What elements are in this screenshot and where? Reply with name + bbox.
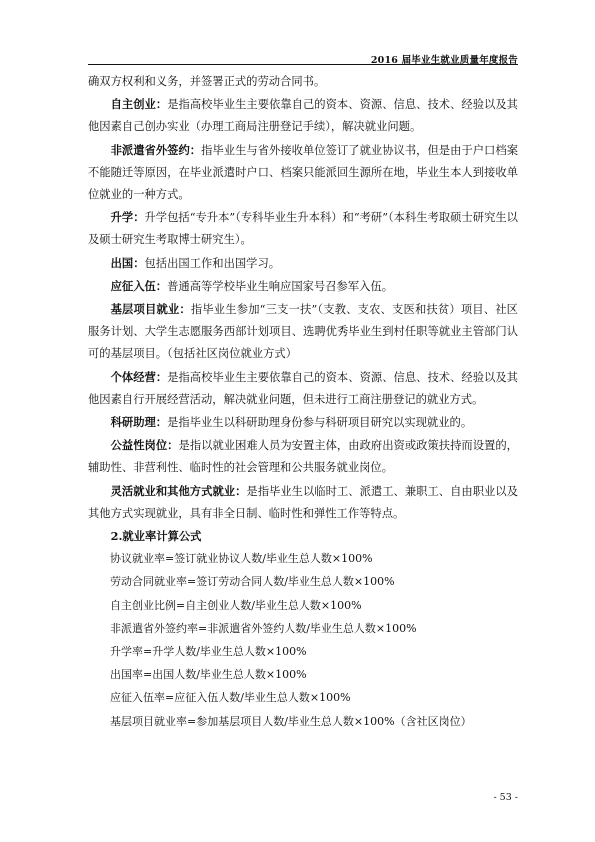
term-label: 升学：: [110, 210, 145, 225]
term-label: 出国：: [110, 255, 145, 270]
section-heading: 2.就业率计算公式: [110, 529, 202, 544]
definition-text: 指毕业生与省外接收单位签订了就业协议书，但是由于户口档案不能随迁等原因，在毕业派遣时户口、档案只能派回生源所在地，毕业生本人到接收单位就业的一种方式。: [88, 143, 518, 202]
definition-text: 包括出国工作和出国学习。: [144, 256, 281, 270]
term-label: 公益性岗位：: [110, 438, 179, 453]
formula-line: 非派遣省外签约率=非派遣省外签约人数/毕业生总人数×100%: [110, 621, 417, 635]
definition-text: 指毕业生参加“三支一扶”（支教、支农、支医和扶贫）项目、社区服务计划、大学生志愿服务西部计划项目、选聘优秀毕业生到村任职等就业主管部门认可的基层项目。（包括社区岗位就业方式）: [88, 303, 518, 361]
definition-text: 普通高等学校毕业生响应国家号召参军入伍。: [167, 279, 394, 293]
term-label: 科研助理：: [110, 415, 168, 430]
definition-further-study: [88, 206, 518, 251]
page-body: [88, 71, 518, 733]
term-label: 基层项目就业：: [110, 302, 191, 317]
paragraph-text: 确双方权利和义务，并签署正式的劳动合同书。: [88, 75, 326, 88]
definition-text: 是指以就业困难人员为安置主体，由政府出资或政策扶持而设置的，辅助性、非营利性、临时性的社会管理和公共服务就业岗位。: [88, 439, 518, 475]
formula-line: 应征入伍率=应征入伍人数/毕业生总人数×100%: [110, 691, 351, 705]
definition-going-abroad: [88, 252, 518, 275]
definition-self-employment: [88, 93, 518, 138]
term-label: 非派遣省外签约：: [110, 142, 202, 157]
definition-text: 是指高校毕业生主要依靠自己的资本、资源、信息、技术、经验以及其他因素自己创办实业（办理工商局注册登记手续），解决就业问题。: [88, 98, 518, 134]
formula-line: 基层项目就业率=参加基层项目人数/毕业生总人数×100%（含社区岗位）: [110, 714, 472, 728]
definition-self-business: [88, 366, 518, 411]
formula-line: 协议就业率=签订就业协议人数/毕业生总人数×100%: [110, 552, 373, 566]
definition-flexible-employment: [88, 480, 518, 525]
definition-text: 是指毕业生以临时工、派遣工、兼职工、自由职业以及其他方式实现就业，具有非全日制、临时性和弹性工作等特点。: [88, 484, 518, 520]
header-rule: [88, 64, 518, 65]
formula-line: 劳动合同就业率=签订劳动合同人数/毕业生总人数×100%: [110, 575, 395, 589]
definition-research-assistant: [88, 411, 518, 434]
definition-public-welfare-post: [88, 434, 518, 479]
definition-non-dispatch-signing: [88, 139, 518, 207]
definition-text: 是指毕业生以科研助理身份参与科研项目研究以实现就业的。: [167, 416, 473, 430]
definition-text: 升学包括“专升本”（专科毕业生升本科）和“考研”（本科生考取硕士研究生以及硕士研究生考取博士研究生）。: [88, 211, 518, 247]
paragraph-continued: [88, 71, 518, 93]
running-header: 2016 届毕业生就业质量年度报告: [370, 55, 518, 66]
definition-enlistment: [88, 275, 518, 298]
formula-line: 自主创业比例=自主创业人数/毕业生总人数×100%: [110, 598, 362, 612]
term-label: 灵活就业和其他方式就业：: [110, 483, 247, 498]
definition-text: 是指高校毕业生主要依靠自己的资本、资源、信息、技术、经验以及其他因素自行开展经营活动，解决就业问题，但未进行工商注册登记的就业方式。: [88, 370, 518, 406]
term-label: 应征入伍：: [110, 278, 168, 293]
formula-line: 升学率=升学人数/毕业生总人数×100%: [110, 645, 307, 659]
definition-grassroots-project: [88, 298, 518, 366]
term-label: 自主创业：: [110, 97, 168, 112]
formula-line: 出国率=出国人数/毕业生总人数×100%: [110, 668, 307, 682]
term-label: 个体经营：: [110, 369, 168, 384]
page-number: - 53 -: [493, 792, 518, 803]
